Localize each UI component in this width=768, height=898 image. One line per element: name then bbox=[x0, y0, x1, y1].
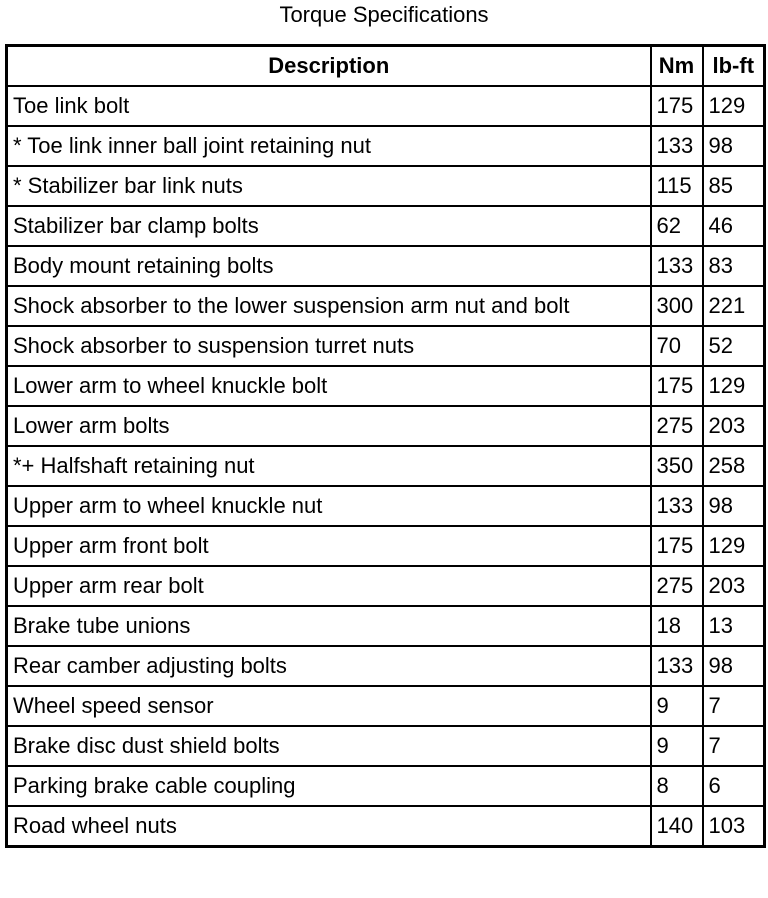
cell-lbft: 83 bbox=[703, 246, 765, 286]
cell-nm: 275 bbox=[651, 406, 703, 446]
cell-nm: 115 bbox=[651, 166, 703, 206]
table-row bbox=[7, 646, 765, 686]
cell-lbft: 129 bbox=[703, 366, 765, 406]
cell-lbft: 98 bbox=[703, 486, 765, 526]
cell-nm: 133 bbox=[651, 126, 703, 166]
cell-description: * Toe link inner ball joint retaining nut bbox=[7, 126, 651, 166]
cell-nm: 175 bbox=[651, 366, 703, 406]
table-body bbox=[7, 86, 765, 847]
table-row bbox=[7, 366, 765, 406]
table-row bbox=[7, 406, 765, 446]
cell-description: Shock absorber to suspension turret nuts bbox=[7, 326, 651, 366]
cell-description: *+ Halfshaft retaining nut bbox=[7, 446, 651, 486]
page-title: Torque Specifications bbox=[279, 2, 489, 27]
table-row bbox=[7, 286, 765, 326]
cell-description: Parking brake cable coupling bbox=[7, 766, 651, 806]
cell-nm: 18 bbox=[651, 606, 703, 646]
table-row bbox=[7, 566, 765, 606]
table-row bbox=[7, 206, 765, 246]
cell-description: Upper arm front bolt bbox=[7, 526, 651, 566]
cell-description: Shock absorber to the lower suspension arm nut and bolt bbox=[7, 286, 651, 326]
table-row bbox=[7, 726, 765, 766]
cell-lbft: 46 bbox=[703, 206, 765, 246]
cell-nm: 9 bbox=[651, 686, 703, 726]
table-row bbox=[7, 686, 765, 726]
cell-nm: 133 bbox=[651, 646, 703, 686]
cell-nm: 175 bbox=[651, 526, 703, 566]
cell-nm: 140 bbox=[651, 806, 703, 847]
cell-description: Stabilizer bar clamp bolts bbox=[7, 206, 651, 246]
cell-lbft: 203 bbox=[703, 566, 765, 606]
column-header-lbft: lb-ft bbox=[703, 46, 765, 87]
cell-lbft: 98 bbox=[703, 126, 765, 166]
cell-description: Upper arm rear bolt bbox=[7, 566, 651, 606]
cell-description: Upper arm to wheel knuckle nut bbox=[7, 486, 651, 526]
table-row bbox=[7, 446, 765, 486]
table-header-row bbox=[7, 46, 765, 87]
cell-lbft: 7 bbox=[703, 726, 765, 766]
cell-description: Rear camber adjusting bolts bbox=[7, 646, 651, 686]
cell-lbft: 129 bbox=[703, 526, 765, 566]
cell-lbft: 6 bbox=[703, 766, 765, 806]
column-header-description: Description bbox=[7, 46, 651, 87]
cell-nm: 300 bbox=[651, 286, 703, 326]
cell-nm: 350 bbox=[651, 446, 703, 486]
cell-nm: 175 bbox=[651, 86, 703, 126]
table-row bbox=[7, 486, 765, 526]
cell-description: Wheel speed sensor bbox=[7, 686, 651, 726]
cell-nm: 9 bbox=[651, 726, 703, 766]
torque-spec-table bbox=[5, 44, 766, 848]
table-row bbox=[7, 166, 765, 206]
table-row bbox=[7, 526, 765, 566]
cell-lbft: 98 bbox=[703, 646, 765, 686]
cell-description: Lower arm to wheel knuckle bolt bbox=[7, 366, 651, 406]
cell-nm: 8 bbox=[651, 766, 703, 806]
cell-lbft: 258 bbox=[703, 446, 765, 486]
cell-description: Brake disc dust shield bolts bbox=[7, 726, 651, 766]
table-row bbox=[7, 806, 765, 847]
cell-nm: 275 bbox=[651, 566, 703, 606]
cell-lbft: 203 bbox=[703, 406, 765, 446]
cell-description: Road wheel nuts bbox=[7, 806, 651, 847]
cell-lbft: 13 bbox=[703, 606, 765, 646]
cell-description: Brake tube unions bbox=[7, 606, 651, 646]
cell-nm: 133 bbox=[651, 246, 703, 286]
table-row bbox=[7, 606, 765, 646]
cell-lbft: 103 bbox=[703, 806, 765, 847]
table-row bbox=[7, 766, 765, 806]
cell-description: Toe link bolt bbox=[7, 86, 651, 126]
cell-lbft: 52 bbox=[703, 326, 765, 366]
cell-lbft: 85 bbox=[703, 166, 765, 206]
cell-description: * Stabilizer bar link nuts bbox=[7, 166, 651, 206]
cell-nm: 62 bbox=[651, 206, 703, 246]
cell-lbft: 221 bbox=[703, 286, 765, 326]
cell-lbft: 129 bbox=[703, 86, 765, 126]
table-row bbox=[7, 86, 765, 126]
cell-description: Lower arm bolts bbox=[7, 406, 651, 446]
column-header-nm: Nm bbox=[651, 46, 703, 87]
cell-lbft: 7 bbox=[703, 686, 765, 726]
table-row bbox=[7, 326, 765, 366]
table-row bbox=[7, 126, 765, 166]
table-row bbox=[7, 246, 765, 286]
cell-nm: 70 bbox=[651, 326, 703, 366]
cell-description: Body mount retaining bolts bbox=[7, 246, 651, 286]
cell-nm: 133 bbox=[651, 486, 703, 526]
